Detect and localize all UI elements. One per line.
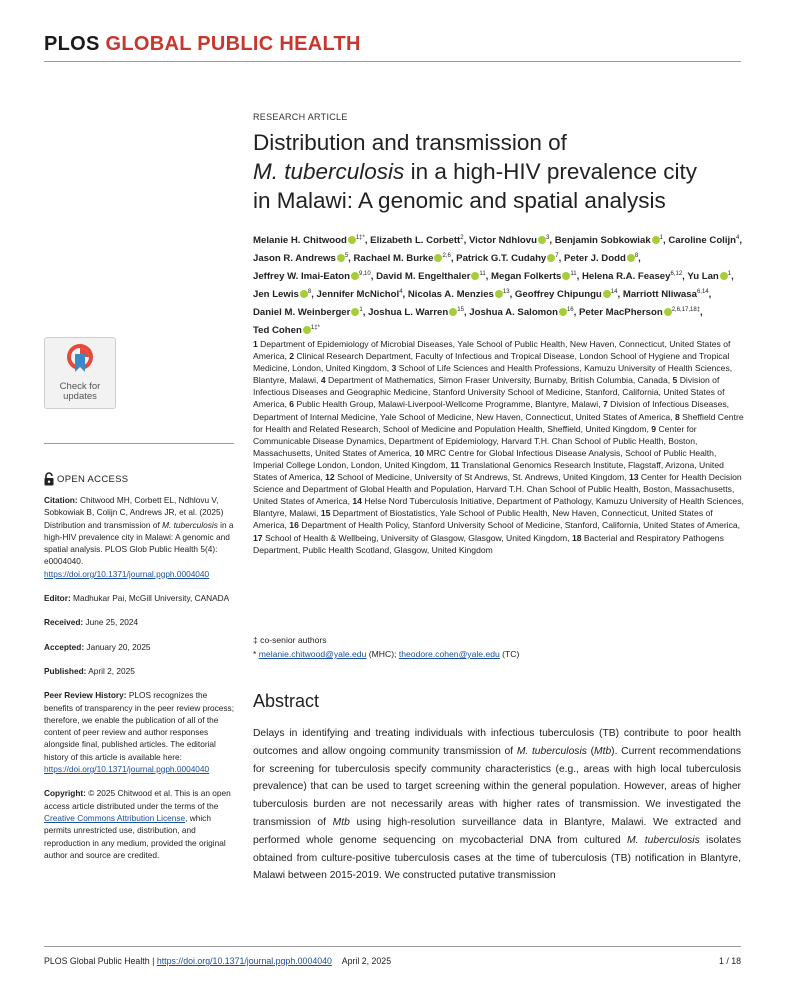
affiliation-text: School of Medicine, University of St Andrews, St. Andrews, United Kingdom, xyxy=(337,472,627,483)
affiliation-number: 8 xyxy=(674,411,680,422)
affiliation-number: 2 xyxy=(289,351,295,362)
author xyxy=(469,235,549,246)
orcid-icon[interactable] xyxy=(351,272,359,280)
affiliation-text: Translational Genomics Research Institute, Flagstaff, Arizona, United States of America, xyxy=(253,459,724,483)
open-access-label: OPEN ACCESS xyxy=(44,472,128,486)
author xyxy=(253,289,311,300)
author-name: Jen Lewis xyxy=(253,289,299,301)
affiliation-text: School of Health & Wellbeing, University of Glasgow, Glasgow, United Kingdom, xyxy=(264,532,570,543)
co-senior-note: ‡ co-senior authors xyxy=(253,635,327,645)
check-for-updates-line-1: Check for xyxy=(59,381,101,392)
author-name: Marriott Nliwasa xyxy=(622,289,697,301)
author xyxy=(253,271,371,282)
affiliation-number: 17 xyxy=(253,532,263,543)
author xyxy=(317,289,403,300)
author-affiliation-marks: 1 xyxy=(359,306,363,313)
author-name: Benjamin Sobkowiak xyxy=(554,235,651,247)
author xyxy=(354,253,451,264)
author xyxy=(469,307,573,318)
author xyxy=(564,253,638,264)
author-name: Jeffrey W. Imai-Eaton xyxy=(253,271,351,283)
abstract-text: Delays in identifying and treating individuals with infectious tuberculosis (TB) contribute to poor health outcomes and allow ongoing community transmission of M. tuberculosis (Mtb). Current recommendations for screening for tuberculosis specify community characteristics (e.g., areas with high local tuberculosis prevalence) that can be used to target screening within the general population. However, areas of higher tuberculosis burden are not necessarily areas with higher rates of transmission. We investigated the transmission of Mtb using high-resolution surveillance data in Blantyre, Malawi. We extracted and performed whole genome sequencing on mycobacterial DNA from cultured M. tuberculosis isolates obtained from culture-positive tuberculosis cases at the time of tuberculosis (TB) notification in Blantyre, Malawi between 2015-2019. We constructed putative transmission xyxy=(253,728,741,882)
article-info-sidebar xyxy=(44,494,238,873)
page-footer: PLOS Global Public Health | https://doi.org/10.1371/journal.pgph.0004040 April 2, 2025 1 / 18 xyxy=(44,956,741,966)
check-for-updates-button[interactable] xyxy=(44,337,116,409)
author-affiliation-marks: 5 xyxy=(344,252,349,259)
author-name: Ted Cohen xyxy=(253,325,302,337)
author-affiliation-marks: 1 xyxy=(659,235,663,241)
author xyxy=(253,235,365,246)
author xyxy=(376,271,486,282)
orcid-icon[interactable] xyxy=(603,290,611,298)
check-for-updates-line-2: updates xyxy=(63,391,97,402)
affiliation-number: 7 xyxy=(602,399,608,410)
orcid-icon[interactable] xyxy=(627,254,635,262)
affiliation-text: Center for Communicable Disease Dynamics, Department of Epidemiology, Harvard T.H. Chan School of Public Health, Boston, Massachusetts, United States of America, xyxy=(253,423,698,458)
affiliation-text: MRC Centre for Global Infectious Disease Analysis, School of Public Health, Imperial College London, London, United Kingdom, xyxy=(253,447,717,470)
affiliation-number: 3 xyxy=(391,363,397,374)
affiliation-text: Public Health Group, Malawi-Liverpool-Wellcome Programme, Blantyre, Malawi, xyxy=(296,399,601,410)
author-name: Helena R.A. Feasey xyxy=(581,271,671,283)
author xyxy=(579,307,700,318)
footer-journal: PLOS Global Public Health xyxy=(44,956,150,966)
author-affiliation-marks: 8 xyxy=(634,252,639,259)
author-name: Joshua L. Warren xyxy=(368,307,449,319)
affiliation-number: 6 xyxy=(289,399,295,410)
author-list: Melanie H. Chitwood $^{1\ddagger*}$, Elizabeth L. Corbett$^2$, Victor Ndhlovu $^3$, Benjamin Sobkowiak $^1$, Caroline Colijn$^4$, Jason R. Andrews $^5$, Rachael M. Burke $^{2,6}$, Patrick G.T. Cudahy $^7$, Peter J. Dodd $^8$, Jeffrey W. Imai-Eaton $^{9,10}$, David M. Engelthaler $^{11}$, Megan Folkerts $^{11}$, Helena R.A. Feasey$^{6,12}$, Yu Lan $^1$, Jen Lewis $^8$, Jennifer McNichol$^4$, Nicolas A. Menzies $^{13}$, Geoffrey Chipungu $^{14}$, Marriott Nliwasa$^{6,14}$, Daniel M. Weinberger $^1$, Joshua L. Warren $^{15}$, Joshua A. Salomon $^{16}$, Peter MacPherson $^{2,6,17,18\ddagger}$, Ted Cohen $^{1\ddagger*}$ xyxy=(253,235,743,337)
affiliation-number: 11 xyxy=(450,459,460,470)
affiliation-text: Helse Nord Tuberculosis Initiative, Department of Pathology, Kamuzu University of Health Sciences, Blantyre, Malawi, xyxy=(253,496,744,519)
author-name: Rachael M. Burke xyxy=(353,253,434,265)
author-name: Daniel M. Weinberger xyxy=(253,307,351,319)
author-affiliation-marks: 4 xyxy=(399,288,403,295)
accepted-date: Accepted: January 20, 2025 xyxy=(44,641,151,652)
affiliation-text: Department of Biostatistics, Yale School of Public Health, New Haven, Connecticut, United States of America, xyxy=(253,508,713,531)
affiliation-text: Department of Mathematics, Simon Fraser University, Burnaby, British Columbia, Canada, xyxy=(328,375,671,386)
author-name: Jason R. Andrews xyxy=(253,253,336,265)
footer-date: April 2, 2025 xyxy=(341,956,392,966)
author xyxy=(253,253,348,264)
affiliation-text: School of Life Sciences and Health Professions, Kamuzu University of Health Sciences, Blantyre, Malawi, xyxy=(253,363,733,386)
orcid-icon[interactable] xyxy=(664,308,672,316)
received-date: Received: June 25, 2024 xyxy=(44,617,139,628)
published-date: Published: April 2, 2025 xyxy=(44,665,135,676)
author-affiliation-marks: 1‡* xyxy=(355,235,365,241)
title-line-1: Distribution and transmission of xyxy=(253,130,567,155)
peer-review-history: Peer Review History: PLOS recognizes the benefits of transparency in the peer review process; therefore, we enable the publication of all of the content of peer review and author responses alongside final, published articles. The editorial history of this article is available here: https://doi.org/10.1371/journal.pgph.0004040 xyxy=(44,690,235,775)
article-type: RESEARCH ARTICLE xyxy=(253,112,348,122)
author-name: Megan Folkerts xyxy=(491,271,562,283)
author-affiliation-marks: 2,6,17,18‡ xyxy=(671,306,701,313)
title-species: M. tuberculosis xyxy=(253,159,405,184)
author-name: Elizabeth L. Corbett xyxy=(370,235,461,247)
author xyxy=(515,289,618,300)
affiliation-number: 1 xyxy=(253,339,258,349)
author-affiliation-marks: 4 xyxy=(736,235,740,241)
peer-review-link[interactable]: https://doi.org/10.1371/journal.pgph.0004040 xyxy=(44,764,210,775)
title-line-2: in a high-HIV prevalence city xyxy=(404,159,697,184)
author-affiliation-marks: 13 xyxy=(502,288,510,295)
author xyxy=(623,289,709,300)
author-affiliation-marks: 1‡* xyxy=(310,324,320,331)
author-affiliation-marks: 11 xyxy=(479,270,486,277)
affiliation-number: 5 xyxy=(672,375,678,386)
affiliation-number: 9 xyxy=(651,423,657,434)
open-lock-icon xyxy=(44,472,54,486)
author xyxy=(408,289,510,300)
affiliation-number: 18 xyxy=(571,532,582,543)
email-link-chitwood[interactable]: melanie.chitwood@yale.edu xyxy=(258,649,367,659)
email-link-cohen[interactable]: theodore.cohen@yale.edu xyxy=(398,649,500,659)
author-name: Peter J. Dodd xyxy=(563,253,626,265)
author-name: Patrick G.T. Cudahy xyxy=(456,253,547,265)
author-affiliation-marks: 14 xyxy=(610,288,618,295)
orcid-icon[interactable] xyxy=(348,236,356,244)
author xyxy=(368,307,464,318)
affiliation-number: 15 xyxy=(320,508,331,519)
author-affiliation-marks: 11 xyxy=(570,270,577,277)
author-name: Joshua A. Salomon xyxy=(469,307,558,319)
citation: Citation: Chitwood MH, Corbett EL, Ndhlovu V, Sobkowiak B, Colijn C, Andrews JR, et al. (2025) Distribution and transmission of M. tuberculosis in a high-HIV prevalence city in Malawi: A genomic and spatial analysis. PLOS Glob Public Health 5(4): e0004040. https://doi.org/10.1371/journal.pgph.0004040 xyxy=(44,495,234,579)
author-name: Jennifer McNichol xyxy=(316,289,400,301)
author xyxy=(253,325,320,336)
author xyxy=(668,235,739,246)
orcid-icon[interactable] xyxy=(303,326,311,334)
license-link[interactable]: Creative Commons Attribution License xyxy=(44,812,186,823)
journal-publisher: PLOS xyxy=(44,33,100,55)
affiliation-number: 13 xyxy=(628,472,639,483)
affiliation-text: Center for Health Decision Science and Department of Global Health and Population, Harvard T.H. Chan School of Public Health, Boston, Massachusetts, United States of America, xyxy=(253,472,742,507)
author-name: Melanie H. Chitwood xyxy=(253,235,347,247)
affiliation-number: 16 xyxy=(289,520,299,531)
footer-doi-link[interactable]: https://doi.org/10.1371/journal.pgph.0004040 xyxy=(156,956,332,966)
page-number: 1 / 18 xyxy=(718,956,741,966)
copyright: Copyright: © 2025 Chitwood et al. This is an open access article distributed under the terms of the Creative Commons Attribution License, which permits unrestricted use, distribution, and reproduction in any medium, provided the original author and source are credited. xyxy=(44,788,231,860)
affiliation-text: Clinical Research Department, Faculty of Infectious and Tropical Disease, London School of Hygiene and Tropical Medicine, London, United Kingdom, xyxy=(253,351,730,374)
author xyxy=(555,235,663,246)
article-title xyxy=(253,128,733,215)
affiliation-number: 10 xyxy=(414,447,425,458)
affiliation-number: 12 xyxy=(325,472,335,483)
author-name: Yu Lan xyxy=(687,271,719,283)
author-affiliation-marks: 2 xyxy=(460,235,464,241)
affiliation-text: Department of Epidemiology of Microbial Diseases, Yale School of Public Health, New Haven, Connecticut, United States of America, xyxy=(253,339,731,362)
orcid-icon[interactable] xyxy=(538,236,546,244)
author xyxy=(456,253,558,264)
author-name: Caroline Colijn xyxy=(668,235,737,247)
author-affiliation-marks: 3 xyxy=(546,235,550,241)
author xyxy=(253,307,363,318)
author-affiliation-marks: 16 xyxy=(566,306,574,313)
author xyxy=(370,235,463,246)
orcid-icon[interactable] xyxy=(337,254,345,262)
author-name: Peter MacPherson xyxy=(578,307,663,319)
author xyxy=(491,271,577,282)
journal-name: GLOBAL PUBLIC HEALTH xyxy=(105,33,361,55)
author-affiliation-marks: 6,14 xyxy=(696,288,709,295)
author-affiliation-marks: 6,12 xyxy=(670,270,683,277)
abstract-heading: Abstract xyxy=(253,691,320,711)
sidebar-divider xyxy=(44,443,234,444)
orcid-icon[interactable] xyxy=(300,290,308,298)
author-name: David M. Engelthaler xyxy=(376,271,471,283)
footer-divider xyxy=(44,946,741,947)
author-affiliation-marks: 8 xyxy=(307,288,312,295)
affiliation-text: Division of Infectious Diseases and Geographic Medicine, Stanford University School of Medicine, Stanford, California, United States of America, xyxy=(253,375,725,410)
affiliation-text: Division of Infectious Diseases, Department of Internal Medicine, Yale School of Medicine, New Haven, Connecticut, United States of America, xyxy=(253,399,730,422)
affiliation-number: 14 xyxy=(352,496,362,507)
author-name: Geoffrey Chipungu xyxy=(514,289,602,301)
author-affiliation-marks: 1 xyxy=(727,270,732,277)
journal-header xyxy=(44,33,361,56)
affiliation-text: Bacterial and Respiratory Pathogens Department, Public Health Scotland, Glasgow, United Kingdom xyxy=(253,532,724,555)
orcid-icon[interactable] xyxy=(652,236,660,244)
affiliation-text: Sheffield Centre for Health and Related Research, School of Medicine and Population Health, Sheffield, United Kingdom, xyxy=(253,411,744,434)
editor: Editor: Madhukar Pai, McGill University, CANADA xyxy=(44,593,230,604)
orcid-icon[interactable] xyxy=(495,290,503,298)
orcid-icon[interactable] xyxy=(559,308,567,316)
affiliation-number: 4 xyxy=(320,375,326,386)
author xyxy=(687,271,731,282)
author-affiliation-marks: 7 xyxy=(555,252,559,259)
author xyxy=(582,271,682,282)
crossmark-icon xyxy=(66,343,94,373)
title-line-3: in Malawi: A genomic and spatial analysis xyxy=(253,188,666,213)
author-affiliation-marks: 9,10 xyxy=(359,270,371,277)
author-affiliation-marks: 2,6 xyxy=(442,252,451,259)
author-affiliation-marks: 15 xyxy=(457,306,464,313)
author-name: Nicolas A. Menzies xyxy=(407,289,494,301)
citation-doi-link[interactable]: https://doi.org/10.1371/journal.pgph.0004040 xyxy=(44,568,210,579)
affiliation-list xyxy=(253,338,745,556)
header-divider xyxy=(44,61,741,62)
orcid-icon[interactable] xyxy=(720,272,728,280)
author-name: Victor Ndhlovu xyxy=(468,235,537,247)
corresponding-emails: * melanie.chitwood@yale.edu (MHC); theodore.cohen@yale.edu (TC) xyxy=(253,649,520,659)
affiliation-text: Department of Health Policy, Stanford University School of Medicine, Stanford, California, United States of America, xyxy=(301,520,741,531)
